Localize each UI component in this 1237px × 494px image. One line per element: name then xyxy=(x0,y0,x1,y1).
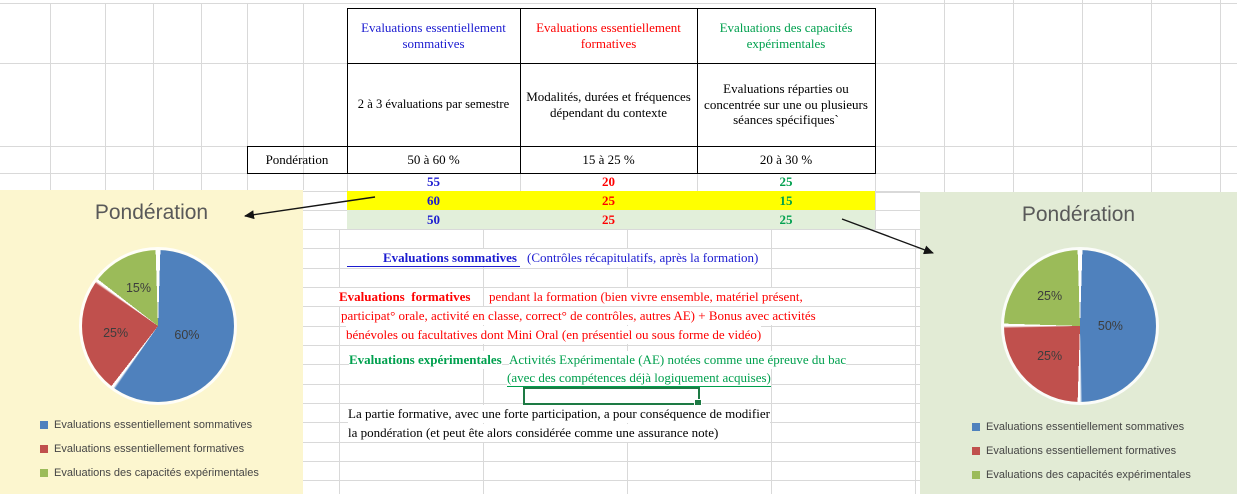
gridline xyxy=(0,3,1237,4)
gridline xyxy=(303,345,920,346)
pie-plot xyxy=(1004,250,1156,402)
ponderation-range-sommatives[interactable]: 50 à 60 % xyxy=(407,151,460,167)
table-header-experimentales[interactable]: Evaluations des capacités expérimentales xyxy=(719,19,853,51)
selected-cell-outline xyxy=(523,387,700,405)
sommatives-label: Evaluations sommatives xyxy=(383,250,517,265)
table-row-highlight-green xyxy=(347,210,875,229)
value-cell[interactable]: 20 xyxy=(602,173,615,189)
value-cell[interactable]: 55 xyxy=(427,173,440,189)
legend-text: Evaluations essentiellement formatives xyxy=(986,445,1177,457)
gridline xyxy=(50,3,51,190)
formatives-label[interactable]: Evaluations formatives xyxy=(339,289,471,304)
gridline xyxy=(1220,0,1221,192)
gridline xyxy=(875,173,1237,174)
legend-item xyxy=(972,421,1191,433)
legend-item xyxy=(972,445,1191,457)
legend-text: Evaluations des capacités expérimentales xyxy=(54,467,259,479)
table-subtitle-formatives[interactable]: Modalités, durées et fréquences dépendant du contexte xyxy=(526,88,691,120)
chart-title: Pondération xyxy=(1021,203,1136,226)
table-header-formatives[interactable]: Evaluations essentiellement formatives xyxy=(536,19,681,51)
pie-slice-label: 25% xyxy=(1037,288,1063,303)
experimentales-label[interactable]: Evaluations expérimentales xyxy=(349,352,502,367)
chart-title: Pondération xyxy=(94,201,209,224)
legend-text: Evaluations essentiellement sommatives xyxy=(986,421,1185,433)
value-cell[interactable]: 15 xyxy=(779,192,793,208)
value-cell[interactable]: 25 xyxy=(779,173,793,189)
gridline xyxy=(0,63,347,64)
gridline xyxy=(303,480,920,481)
table-border xyxy=(875,8,876,174)
pie-slice-label: 25% xyxy=(103,325,129,340)
legend-marker-icon xyxy=(40,469,48,477)
ponderation-range-formatives[interactable]: 15 à 25 % xyxy=(582,151,635,167)
gridline xyxy=(875,191,920,192)
legend-marker-icon xyxy=(972,423,980,431)
legend-text: Evaluations des capacités expérimentales xyxy=(986,469,1191,481)
table-row-highlight-yellow xyxy=(347,191,875,210)
legend-text: Evaluations essentiellement formatives xyxy=(54,443,245,455)
value-cell[interactable]: 25 xyxy=(602,192,615,208)
experimentales-desc-line2[interactable]: (avec des compétences déjà logiquement acquises) xyxy=(507,370,771,385)
note-line2[interactable]: la pondération (et peut ête alors considérée comme une assurance note) xyxy=(348,425,719,440)
value-cell[interactable]: 50 xyxy=(427,211,440,227)
gridline xyxy=(1013,0,1014,192)
pie-slice-label: 50% xyxy=(1097,319,1123,333)
gridline xyxy=(875,146,1237,147)
legend-item xyxy=(40,443,259,455)
gridline xyxy=(201,3,202,190)
sommatives-label-cell[interactable] xyxy=(347,249,520,267)
pie-chart-right[interactable] xyxy=(920,192,1237,494)
gridline xyxy=(875,210,920,211)
gridline xyxy=(153,3,154,190)
legend-item xyxy=(972,469,1191,481)
gridline xyxy=(303,229,920,230)
gridline xyxy=(105,3,106,190)
sommatives-desc[interactable]: (Contrôles récapitulatifs, après la formation) xyxy=(527,250,759,265)
gridline xyxy=(303,461,920,462)
gridline xyxy=(0,173,247,174)
gridline xyxy=(339,229,340,494)
value-cell[interactable]: 25 xyxy=(779,211,793,227)
legend-item xyxy=(40,467,259,479)
gridline xyxy=(875,63,1237,64)
legend-item xyxy=(40,419,259,431)
gridline xyxy=(915,229,916,494)
table-row xyxy=(347,172,875,191)
pie-plot xyxy=(82,250,234,402)
formatives-desc-line3[interactable]: bénévoles ou facultatives dont Mini Oral (en présentiel ou sous forme de vidéo) xyxy=(346,327,762,342)
value-cell[interactable]: 25 xyxy=(602,211,615,227)
gridline xyxy=(303,442,920,443)
experimentales-desc-line1[interactable]: Activités Expérimentale (AE) notées comme une épreuve du bac xyxy=(509,352,847,367)
ponderation-row-label[interactable]: Pondération xyxy=(265,151,329,167)
legend-text: Evaluations essentiellement sommatives xyxy=(54,419,253,431)
note-line1[interactable]: La partie formative, avec une forte participation, a pour conséquence de modifier xyxy=(348,406,770,421)
value-cell[interactable]: 60 xyxy=(427,192,440,208)
legend-marker-icon xyxy=(972,447,980,455)
pie-slice-label: 15% xyxy=(125,280,152,295)
ponderation-range-experimentales[interactable]: 20 à 30 % xyxy=(759,151,813,167)
pie-chart-left[interactable] xyxy=(0,190,303,494)
table-header-sommatives[interactable]: Evaluations essentiellement sommatives xyxy=(361,19,506,51)
formatives-desc-line1[interactable]: pendant la formation (bien vivre ensemble, matériel présent, xyxy=(489,289,803,304)
table-subtitle-experimentales[interactable]: Evaluations réparties ou concentrée sur une ou plusieurs séances spécifiques` xyxy=(704,80,868,128)
legend-marker-icon xyxy=(40,421,48,429)
gridline xyxy=(875,173,876,229)
gridline xyxy=(1151,0,1152,192)
legend-marker-icon xyxy=(40,445,48,453)
formatives-desc-line2[interactable]: participat° orale, activité en classe, correct° de contrôles, autres AE) + Bonus avec activités xyxy=(341,308,816,323)
gridline xyxy=(1082,0,1083,192)
gridline xyxy=(944,0,945,192)
table-subtitle-sommatives[interactable]: 2 à 3 évaluations par semestre xyxy=(357,96,510,111)
pie-slice-label: 25% xyxy=(1037,349,1063,364)
gridline xyxy=(303,268,920,269)
chart-legend xyxy=(40,419,259,479)
pie-slice-label: 60% xyxy=(174,328,200,343)
legend-marker-icon xyxy=(972,471,980,479)
chart-legend xyxy=(972,421,1191,481)
